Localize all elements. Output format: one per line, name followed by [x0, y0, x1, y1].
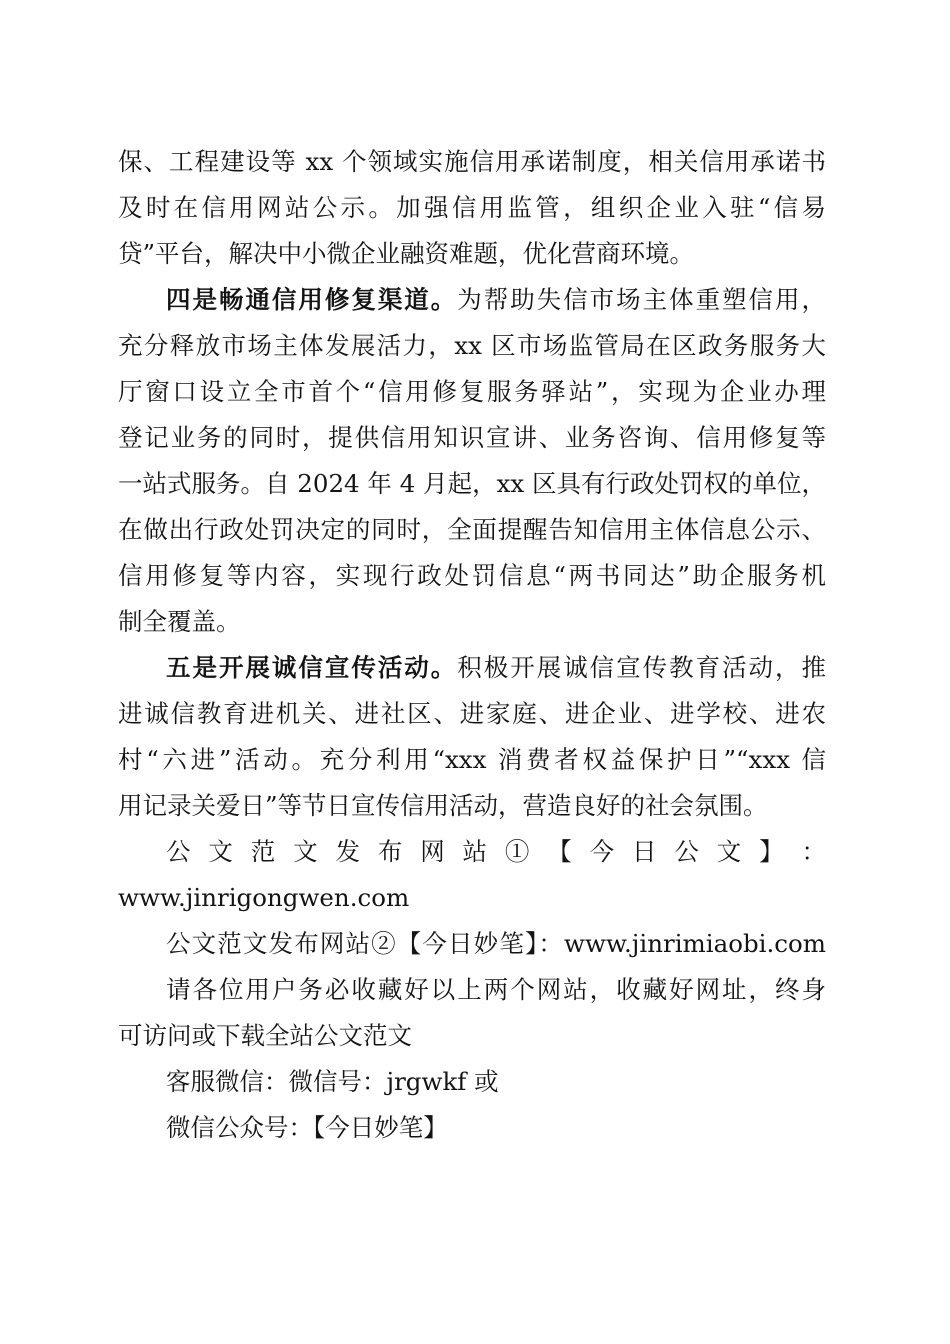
paragraph-text: 积极开展诚信宣传教育活动，推	[457, 653, 826, 682]
paragraph-first-line	[166, 650, 826, 686]
body-text-line: 保、工程建设等 xx 个领域实施信用承诺制度，相关信用承诺书	[118, 147, 826, 176]
body-text-line: 进诚信教育进机关、进社区、进家庭、进企业、进学校、进农	[118, 699, 826, 728]
paragraph-text: 为帮助失信市场主体重塑信用，	[457, 285, 826, 314]
body-text-line: 在做出行政处罚决定的同时，全面提醒告知信用主体信息公示、	[118, 515, 826, 544]
notice-line: 可访问或下载全站公文范文	[118, 1021, 412, 1050]
body-text-line: 登记业务的同时，提供信用知识宣讲、业务咨询、信用修复等	[118, 423, 826, 452]
paragraph-heading: 五是开展诚信宣传活动。	[166, 653, 458, 682]
body-text-line: 贷”平台，解决中小微企业融资难题，优化营商环境。	[118, 239, 695, 268]
body-text-line: 制全覆盖。	[118, 607, 241, 636]
site-1-url: www.jinrigongwen.com	[118, 883, 410, 912]
body-text-line: 厅窗口设立全市首个“信用修复服务驿站”，实现为企业办理	[118, 377, 826, 406]
body-text-line: 村“六进”活动。充分利用“xxx 消费者权益保护日”“xxx 信	[118, 745, 826, 774]
notice-line: 请各位用户务必收藏好以上两个网站，收藏好网址，终身	[166, 975, 826, 1004]
paragraph-heading: 四是畅通信用修复渠道。	[166, 285, 458, 314]
body-text-line: 及时在信用网站公示。加强信用监管，组织企业入驻“信易	[118, 193, 826, 222]
service-wechat: 客服微信：微信号：jrgwkf 或	[166, 1067, 499, 1096]
body-text-line: 信用修复等内容，实现行政处罚信息“两书同达”助企服务机	[118, 561, 826, 590]
paragraph-first-line	[166, 282, 826, 318]
body-text-line: 充分释放市场主体发展活力，xx 区市场监管局在区政务服务大	[118, 331, 826, 360]
official-account: 微信公众号：【今日妙笔】	[166, 1113, 448, 1142]
site-1-label: 公 文 范 文 发 布 网 站 ① 【 今 日 公 文 】 ：	[166, 837, 826, 866]
body-text-line: 一站式服务。自 2024 年 4 月起，xx 区具有行政处罚权的单位，	[118, 469, 826, 498]
site-2-line: 公文范文发布网站②【今日妙笔】：www.jinrimiaobi.com	[166, 929, 826, 958]
body-text-line: 用记录关爱日”等节日宣传信用活动，营造良好的社会氛围。	[118, 791, 768, 820]
